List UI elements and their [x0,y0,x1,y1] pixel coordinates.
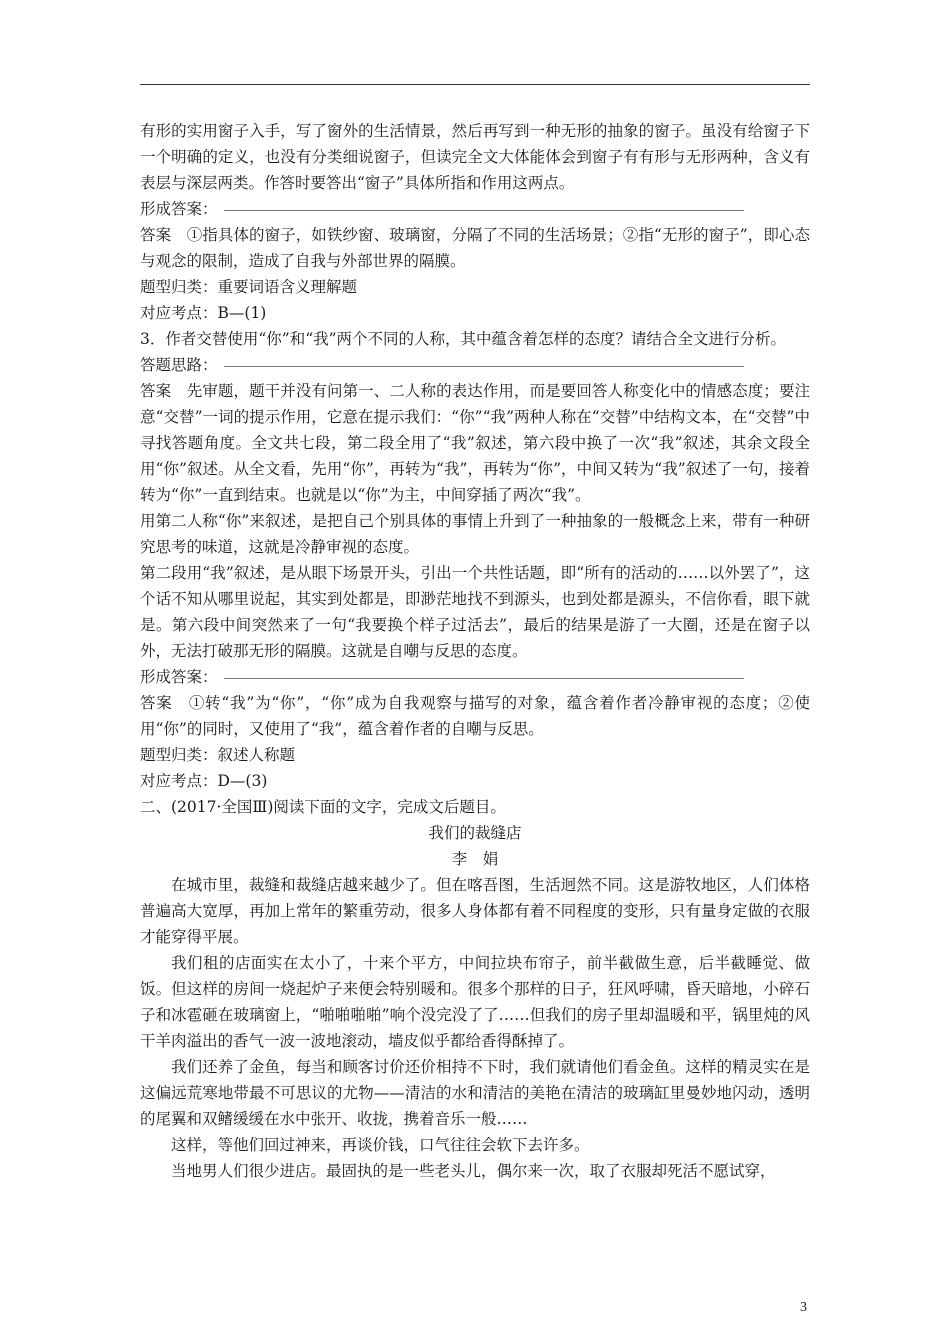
analysis-text: 有形的实用窗子入手，写了窗外的生活情景，然后再写到一种无形的抽象的窗子。虽没有给窗子下一个明确的定义，也没有分类细说窗子，但读完全文大体能体会到窗子有有形与无形两种，含义有表层与深层两类。作答时要答出“窗子”具体所指和作用这两点。 [140,122,810,192]
question-type: 题型归类：叙述人称题 [140,746,296,764]
think-blank [224,366,744,367]
article-paragraph: 当地男人们很少进店。最固执的是一些老头儿，偶尔来一次，取了衣服却死活不愿试穿， [171,1162,776,1180]
page-content [140,118,810,1184]
section-heading: 二、(2017·全国Ⅲ)阅读下面的文字，完成文后题目。 [140,798,506,816]
answer-prompt [140,664,810,690]
answer-blank [224,210,744,211]
exam-point: 对应考点：B—(1) [140,304,267,322]
article-paragraph: 我们租的店面实在太小了，十来个平方，中间拉块布帘子，前半截做生意，后半截睡觉、做饭。但这样的房间一烧起炉子来便会特别暖和。很多个那样的日子，狂风呼啸，昏天暗地，小碎石子和冰雹砸在玻璃窗上，“啪啪啪啪”响个没完没了了……但我们的房子里却温暖和平，锅里炖的风干羊肉溢出的香气一波一波地滚动，墙皮似乎都给香得酥掉了。 [140,954,810,1050]
header-rule [140,84,810,85]
think-prompt [140,352,810,378]
answer-text: 答案 ①转“我”为“你”，“你”成为自我观察与描写的对象，蕴含着作者冷静审视的态度；②使用“你”的同时，又使用了“我”，蕴含着作者的自嘲与反思。 [140,694,810,738]
question-3: 3．作者交替使用“你”和“我”两个不同的人称，其中蕴含着怎样的态度？请结合全文进行分析。 [140,330,787,348]
answer-prompt-label: 形成答案： [140,200,218,218]
analysis-paragraph: 第二段用“我”叙述，是从眼下场景开头，引出一个共性话题，即“所有的活动的……以外罢了”，这个话不知从哪里说起，其实到处都是，即渺茫地找不到源头，也到处都是源头，不信你看，眼下就是。第六段中间突然来了一句“我要换个样子过活去”，最后的结果是游了一大圈，还是在窗子以外，无法打破那无形的隔膜。这就是自嘲与反思的态度。 [140,564,810,660]
page-number: 3 [800,1300,807,1315]
article-author: 李 娟 [451,850,499,868]
think-prompt-label: 答题思路： [140,356,218,374]
article-paragraph: 在城市里，裁缝和裁缝店越来越少了。但在喀吾图，生活迥然不同。这是游牧地区，人们体格普遍高大宽厚，再加上常年的繁重劳动，很多人身体都有着不同程度的变形，只有量身定做的衣服才能穿得平展。 [140,876,810,946]
exam-point: 对应考点：D—(3) [140,772,268,790]
article-paragraph: 这样，等他们回过神来，再谈价钱，口气往往会软下去许多。 [171,1136,590,1154]
answer-prompt [140,196,810,222]
article-paragraph: 我们还养了金鱼，每当和顾客讨价还价相持不下时，我们就请他们看金鱼。这样的精灵实在是这偏远荒寒地带最不可思议的尤物——清洁的水和清洁的美艳在清洁的玻璃缸里曼妙地闪动，透明的尾翼和双鳍缓缓在水中张开、收拢，携着音乐一般…… [140,1058,810,1128]
answer-prompt-label: 形成答案： [140,668,218,686]
analysis-paragraph: 用第二人称“你”来叙述，是把自己个别具体的事情上升到了一种抽象的一般概念上来，带有一种研究思考的味道，这就是冷静审视的态度。 [140,512,810,556]
article-title: 我们的裁缝店 [428,824,522,842]
answer-text: 答案 ①指具体的窗子，如铁纱窗、玻璃窗，分隔了不同的生活场景；②指“无形的窗子”，即心态与观念的限制，造成了自我与外部世界的隔膜。 [140,226,810,270]
question-type: 题型归类：重要词语含义理解题 [140,278,358,296]
answer-analysis: 答案 先审题，题干并没有问第一、二人称的表达作用，而是要回答人称变化中的情感态度；要注意“交替”一词的提示作用，它意在提示我们：“你”“我”两种人称在“交替”中结构文本，在“交替”中寻找答题角度。全文共七段，第二段全用了“我”叙述，第六段中换了一次“我”叙述，其余文段全用“你”叙述。从全文看，先用“你”，再转为“我”，再转为“你”，中间又转为“我”叙述了一句，接着转为“你”一直到结束。也就是以“你”为主，中间穿插了两次“我”。 [140,382,810,504]
answer-blank [224,678,744,679]
